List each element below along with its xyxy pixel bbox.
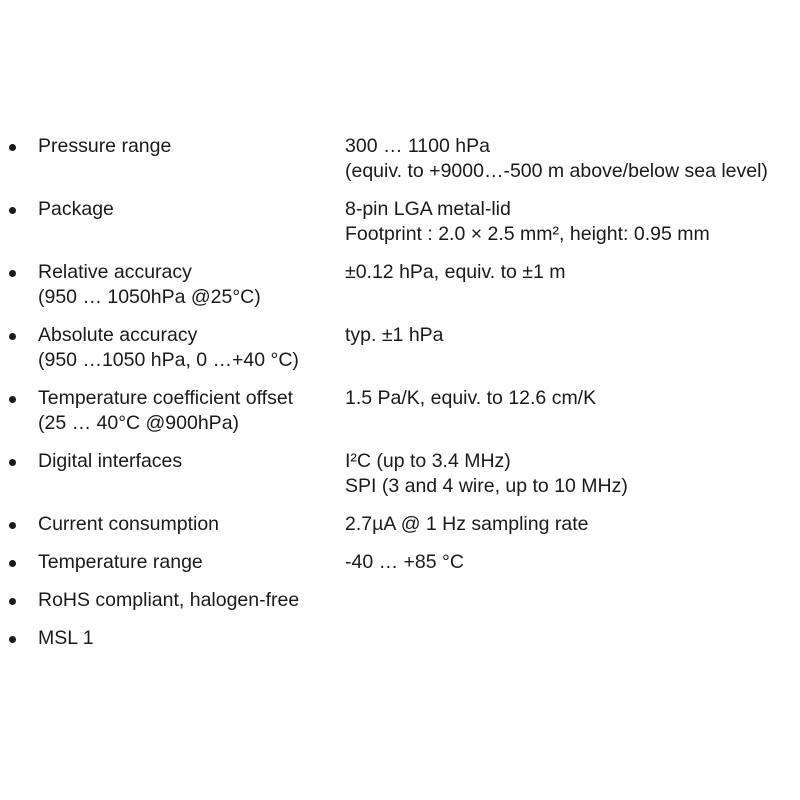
bullet-icon — [9, 396, 16, 403]
spec-value — [345, 550, 800, 575]
spec-value-line: (equiv. to +9000…-500 m above/below sea level) — [345, 160, 768, 182]
spec-value — [345, 134, 800, 184]
spec-value — [345, 386, 800, 411]
spec-value — [345, 260, 800, 285]
bullet-icon — [9, 144, 16, 151]
spec-label — [38, 197, 338, 222]
spec-value — [345, 323, 800, 348]
spec-value-line: ±0.12 hPa, equiv. to ±1 m — [345, 261, 566, 283]
spec-label-line: Temperature range — [38, 551, 203, 573]
spec-label-line: Package — [38, 198, 114, 220]
spec-label — [38, 134, 338, 159]
spec-item-absolute-accuracy — [0, 323, 800, 373]
bullet-icon — [9, 207, 16, 214]
spec-value — [345, 197, 800, 247]
bullet-icon — [9, 459, 16, 466]
spec-value-line: typ. ±1 hPa — [345, 324, 444, 346]
spec-label-line: MSL 1 — [38, 627, 94, 649]
spec-label-condition: (950 … 1050hPa @25°C) — [38, 286, 261, 308]
spec-item-current-consumption — [0, 512, 800, 537]
spec-label-line: Current consumption — [38, 513, 220, 535]
spec-label — [38, 588, 338, 613]
spec-label-condition: (25 … 40°C @900hPa) — [38, 412, 240, 434]
bullet-icon — [9, 270, 16, 277]
spec-value-line: 8-pin LGA metal-lid — [345, 198, 511, 220]
spec-value-line: 2.7µA @ 1 Hz sampling rate — [345, 513, 589, 535]
spec-item-relative-accuracy — [0, 260, 800, 310]
spec-label — [38, 260, 338, 310]
spec-item-temperature-range — [0, 550, 800, 575]
spec-label — [38, 386, 338, 436]
spec-value-line: SPI (3 and 4 wire, up to 10 MHz) — [345, 475, 628, 497]
spec-item-digital-interfaces — [0, 449, 800, 499]
bullet-icon — [9, 598, 16, 605]
bullet-icon — [9, 636, 16, 643]
spec-label-line: Absolute accuracy — [38, 324, 198, 346]
spec-label — [38, 512, 338, 537]
spec-label — [38, 626, 338, 651]
spec-value-line: 300 … 1100 hPa — [345, 135, 490, 157]
spec-label-line: Pressure range — [38, 135, 172, 157]
bullet-icon — [9, 522, 16, 529]
spec-label-line: Relative accuracy — [38, 261, 192, 283]
spec-item-msl — [0, 626, 800, 651]
spec-label-line: Digital interfaces — [38, 450, 183, 472]
spec-label — [38, 449, 338, 474]
spec-item-pressure-range — [0, 134, 800, 184]
bullet-icon — [9, 333, 16, 340]
spec-label-condition: (950 …1050 hPa, 0 …+40 °C) — [38, 349, 299, 371]
spec-item-rohs — [0, 588, 800, 613]
spec-value-line: -40 … +85 °C — [345, 551, 464, 573]
spec-value-line: 1.5 Pa/K, equiv. to 12.6 cm/K — [345, 387, 597, 409]
spec-label — [38, 550, 338, 575]
bullet-icon — [9, 560, 16, 567]
spec-list — [0, 134, 800, 664]
spec-item-temperature-coefficient-offset — [0, 386, 800, 436]
spec-value-line: I²C (up to 3.4 MHz) — [345, 450, 511, 472]
spec-value-line: Footprint : 2.0 × 2.5 mm², height: 0.95 mm — [345, 223, 710, 245]
spec-value — [345, 449, 800, 499]
spec-label-line: Temperature coefficient offset — [38, 387, 294, 409]
spec-item-package — [0, 197, 800, 247]
spec-label-line: RoHS compliant, halogen-free — [38, 589, 300, 611]
spec-label — [38, 323, 338, 373]
spec-value — [345, 512, 800, 537]
